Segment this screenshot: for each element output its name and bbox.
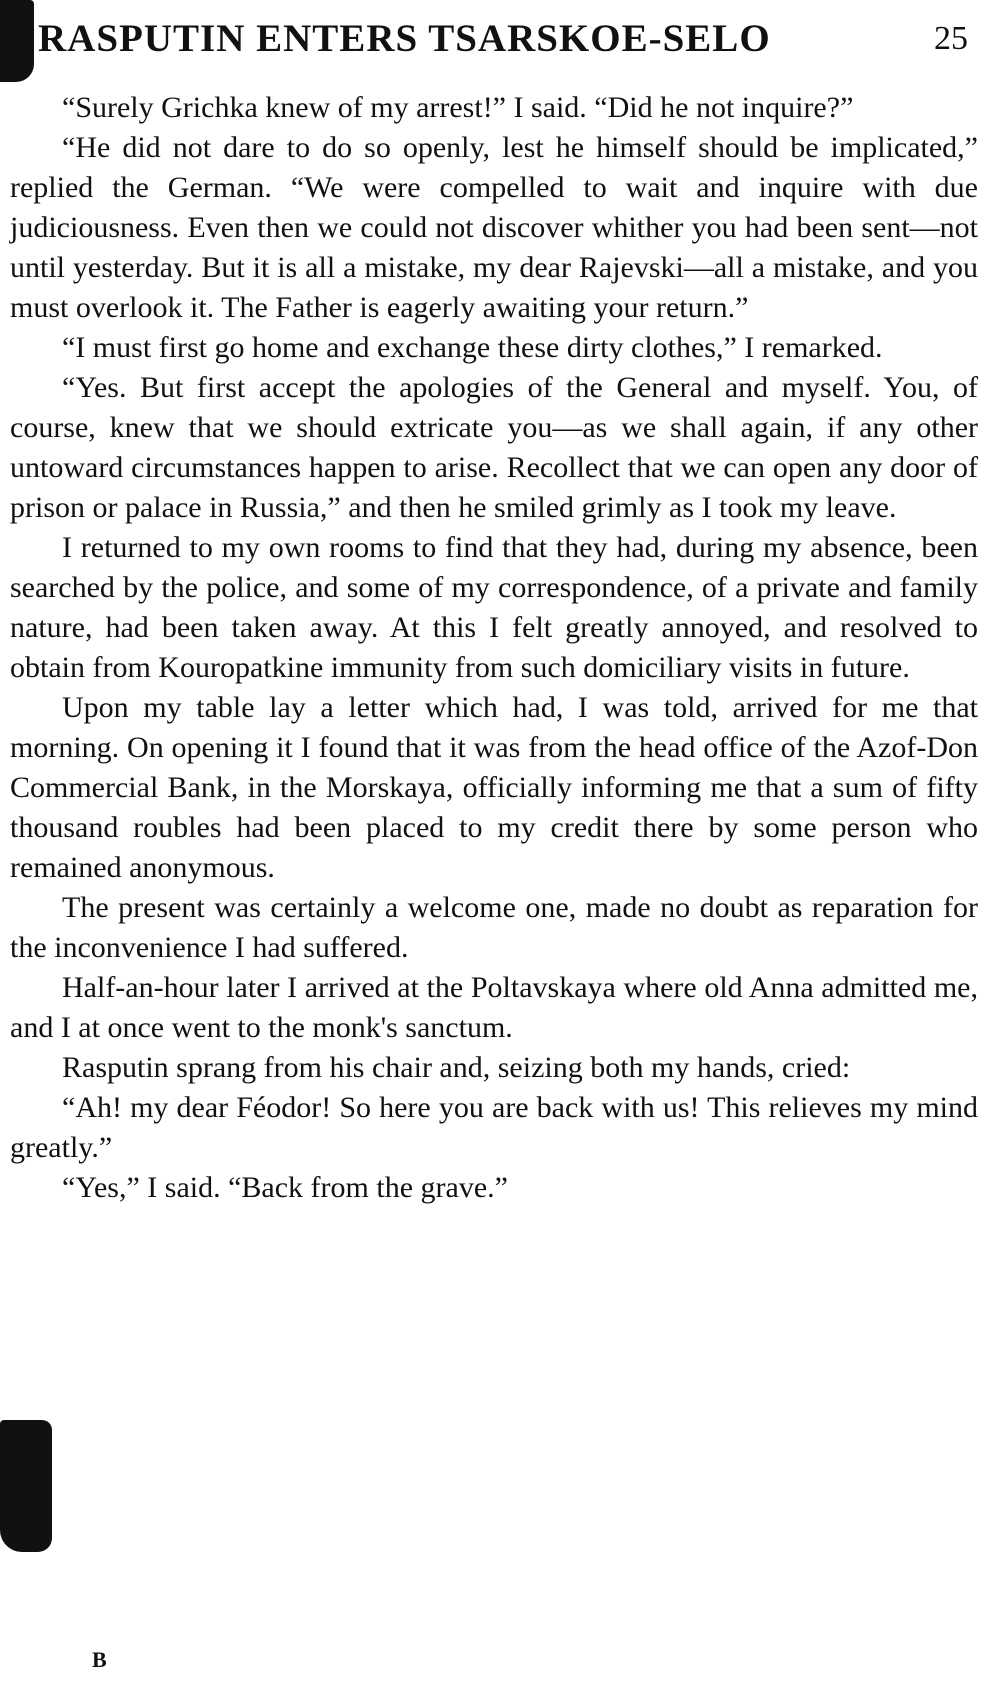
paragraph: Half-an-hour later I arrived at the Poltavskaya where old Anna admitted me, and I at once went to the monk's sanctum. xyxy=(10,971,978,1044)
paragraph: I returned to my own rooms to find that they had, during my absence, been searched by the police, and some of my correspondence, of a private and family nature, had been taken away. At this I felt greatly annoyed, and resolved to obtain from Kouropatkine immunity from such domiciliary visits in future. xyxy=(10,531,978,684)
paragraph: Rasputin sprang from his chair and, seizing both my hands, cried: xyxy=(62,1051,851,1084)
paragraph: “Ah! my dear Féodor! So here you are back with us! This relieves my mind greatly.” xyxy=(10,1091,978,1164)
paragraph: “Yes,” I said. “Back from the grave.” xyxy=(62,1171,508,1204)
body-text xyxy=(10,88,978,1208)
ink-blot xyxy=(0,0,34,82)
signature-mark: B xyxy=(92,1647,107,1672)
page-header xyxy=(38,14,968,64)
page-number: 25 xyxy=(934,20,968,57)
paragraph: Upon my table lay a letter which had, I was told, arrived for me that morning. On opening it I found that it was from the head office of the Azof-Don Commercial Bank, in the Morskaya, officially informing me that a sum of fifty thousand roubles had been placed to my credit there by some person who remained anonymous. xyxy=(10,691,978,884)
paragraph: “Yes. But first accept the apologies of the General and myself. You, of course, knew that we should extricate you—as we shall again, if any other untoward circumstances happen to arise. Recollect that we can open any door of prison or palace in Russia,” and then he smiled grimly as I took my leave. xyxy=(10,371,978,524)
paragraph: “I must first go home and exchange these dirty clothes,” I remarked. xyxy=(62,331,883,364)
ink-blot xyxy=(0,1420,52,1552)
running-head: RASPUTIN ENTERS TSARSKOE-SELO xyxy=(38,17,771,60)
paragraph: The present was certainly a welcome one, made no doubt as reparation for the inconvenience I had suffered. xyxy=(10,891,978,964)
paragraph: “He did not dare to do so openly, lest he himself should be implicated,” replied the German. “We were compelled to wait and inquire with due judiciousness. Even then we could not discover whither you had been sent—not until yesterday. But it is all a mistake, my dear Rajevski—all a mistake, and you must overlook it. The Father is eagerly awaiting your return.” xyxy=(10,131,978,324)
paragraph: “Surely Grichka knew of my arrest!” I said. “Did he not inquire?” xyxy=(62,91,854,124)
